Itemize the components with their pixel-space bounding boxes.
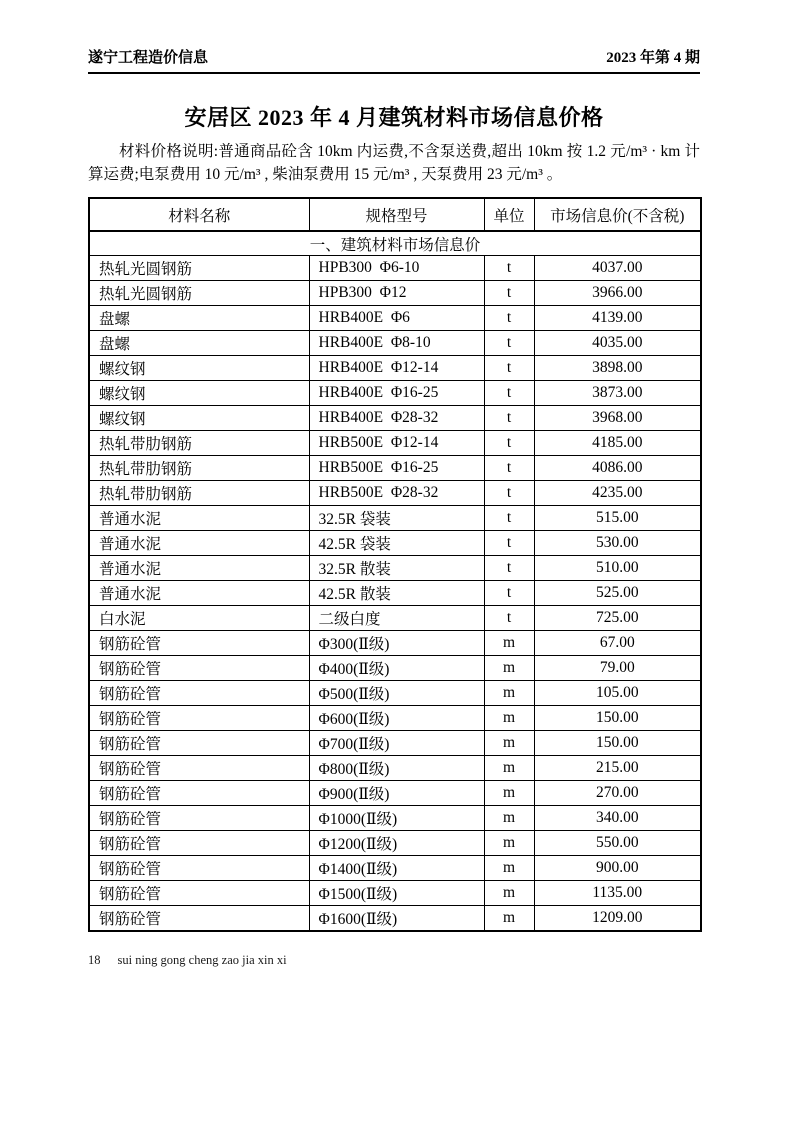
page-footer: [88, 953, 700, 968]
spec-model-cell: 32.5R 袋装: [309, 506, 484, 531]
market-price-cell: 3968.00: [534, 406, 701, 431]
spec-model-cell: Φ300(Ⅱ级): [309, 631, 484, 656]
footer-pinyin: sui ning gong cheng zao jia xin xi: [117, 953, 287, 967]
unit-cell: m: [484, 856, 534, 881]
spec-model-cell: Φ600(Ⅱ级): [309, 706, 484, 731]
table-header-row: [89, 198, 701, 231]
spec-model-cell: Φ700(Ⅱ级): [309, 731, 484, 756]
table-row: [89, 656, 701, 681]
market-price-cell: 550.00: [534, 831, 701, 856]
material-name-cell: 钢筋砼管: [89, 856, 309, 881]
material-name-cell: 螺纹钢: [89, 406, 309, 431]
table-row: [89, 706, 701, 731]
price-note: 材料价格说明:普通商品砼含 10km 内运费,不含泵送费,超出 10km 按 1.2 元/m³ · km 计算运费;电泵费用 10 元/m³ , 柴油泵费用 15 元/m³ , 天泵费用 23 元/m³ 。: [88, 143, 700, 183]
market-price-cell: 67.00: [534, 631, 701, 656]
table-row: [89, 581, 701, 606]
unit-cell: t: [484, 581, 534, 606]
spec-model-cell: 42.5R 散装: [309, 581, 484, 606]
unit-cell: t: [484, 406, 534, 431]
unit-cell: m: [484, 756, 534, 781]
col-header-unit: 单位: [484, 198, 534, 231]
col-header-market-price: 市场信息价(不含税): [534, 198, 701, 231]
unit-cell: t: [484, 556, 534, 581]
table-row: [89, 406, 701, 431]
price-table: [88, 197, 702, 932]
unit-cell: t: [484, 356, 534, 381]
spec-model-cell: HRB400E Φ28-32: [309, 406, 484, 431]
material-name-cell: 钢筋砼管: [89, 756, 309, 781]
spec-model-cell: Φ1400(Ⅱ级): [309, 856, 484, 881]
spec-model-cell: HRB400E Φ8-10: [309, 331, 484, 356]
material-name-cell: 钢筋砼管: [89, 706, 309, 731]
market-price-cell: 4139.00: [534, 306, 701, 331]
table-row: [89, 481, 701, 506]
material-name-cell: 热轧带肋钢筋: [89, 456, 309, 481]
market-price-cell: 4235.00: [534, 481, 701, 506]
material-name-cell: 钢筋砼管: [89, 806, 309, 831]
spec-model-cell: Φ500(Ⅱ级): [309, 681, 484, 706]
section-row: [89, 231, 701, 256]
unit-cell: m: [484, 906, 534, 932]
unit-cell: t: [484, 381, 534, 406]
unit-cell: t: [484, 481, 534, 506]
unit-cell: t: [484, 606, 534, 631]
unit-cell: t: [484, 506, 534, 531]
material-name-cell: 钢筋砼管: [89, 906, 309, 932]
table-row: [89, 531, 701, 556]
unit-cell: m: [484, 831, 534, 856]
journal-title: 遂宁工程造价信息: [88, 50, 209, 66]
market-price-cell: 515.00: [534, 506, 701, 531]
material-name-cell: 螺纹钢: [89, 381, 309, 406]
table-row: [89, 681, 701, 706]
table-row: [89, 281, 701, 306]
market-price-cell: 340.00: [534, 806, 701, 831]
table-row: [89, 856, 701, 881]
spec-model-cell: Φ1500(Ⅱ级): [309, 881, 484, 906]
section-title: 一、建筑材料市场信息价: [89, 231, 701, 256]
market-price-cell: 530.00: [534, 531, 701, 556]
unit-cell: t: [484, 331, 534, 356]
col-header-material-name: 材料名称: [89, 198, 309, 231]
market-price-cell: 1209.00: [534, 906, 701, 932]
spec-model-cell: HRB500E Φ28-32: [309, 481, 484, 506]
spec-model-cell: Φ1000(Ⅱ级): [309, 806, 484, 831]
unit-cell: m: [484, 681, 534, 706]
market-price-cell: 510.00: [534, 556, 701, 581]
spec-model-cell: HRB400E Φ16-25: [309, 381, 484, 406]
material-name-cell: 热轧光圆钢筋: [89, 256, 309, 281]
spec-model-cell: 二级白度: [309, 606, 484, 631]
spec-model-cell: Φ800(Ⅱ级): [309, 756, 484, 781]
page-number: 18: [88, 953, 101, 967]
market-price-cell: 150.00: [534, 706, 701, 731]
market-price-cell: 105.00: [534, 681, 701, 706]
material-name-cell: 钢筋砼管: [89, 881, 309, 906]
table-row: [89, 256, 701, 281]
table-row: [89, 806, 701, 831]
material-name-cell: 普通水泥: [89, 556, 309, 581]
material-name-cell: 热轧带肋钢筋: [89, 481, 309, 506]
table-row: [89, 456, 701, 481]
unit-cell: t: [484, 256, 534, 281]
table-row: [89, 356, 701, 381]
material-name-cell: 钢筋砼管: [89, 656, 309, 681]
unit-cell: m: [484, 781, 534, 806]
table-row: [89, 831, 701, 856]
material-name-cell: 钢筋砼管: [89, 831, 309, 856]
table-row: [89, 306, 701, 331]
unit-cell: m: [484, 806, 534, 831]
spec-model-cell: HRB500E Φ12-14: [309, 431, 484, 456]
table-row: [89, 906, 701, 932]
market-price-cell: 1135.00: [534, 881, 701, 906]
table-body: [89, 231, 701, 931]
unit-cell: t: [484, 431, 534, 456]
material-name-cell: 普通水泥: [89, 506, 309, 531]
market-price-cell: 79.00: [534, 656, 701, 681]
table-row: [89, 631, 701, 656]
spec-model-cell: Φ1200(Ⅱ级): [309, 831, 484, 856]
table-row: [89, 756, 701, 781]
unit-cell: m: [484, 706, 534, 731]
table-row: [89, 781, 701, 806]
unit-cell: t: [484, 531, 534, 556]
unit-cell: m: [484, 731, 534, 756]
market-price-cell: 3898.00: [534, 356, 701, 381]
spec-model-cell: HPB300 Φ12: [309, 281, 484, 306]
material-name-cell: 热轧光圆钢筋: [89, 281, 309, 306]
unit-cell: t: [484, 306, 534, 331]
spec-model-cell: HRB400E Φ6: [309, 306, 484, 331]
spec-model-cell: HRB500E Φ16-25: [309, 456, 484, 481]
market-price-cell: 725.00: [534, 606, 701, 631]
unit-cell: m: [484, 881, 534, 906]
market-price-cell: 4037.00: [534, 256, 701, 281]
table-row: [89, 381, 701, 406]
spec-model-cell: 32.5R 散装: [309, 556, 484, 581]
material-name-cell: 盘螺: [89, 331, 309, 356]
unit-cell: t: [484, 456, 534, 481]
material-name-cell: 钢筋砼管: [89, 631, 309, 656]
market-price-cell: 900.00: [534, 856, 701, 881]
table-row: [89, 606, 701, 631]
table-row: [89, 431, 701, 456]
market-price-cell: 4035.00: [534, 331, 701, 356]
spec-model-cell: HPB300 Φ6-10: [309, 256, 484, 281]
material-name-cell: 螺纹钢: [89, 356, 309, 381]
issue-label: 2023 年第 4 期: [606, 50, 700, 66]
table-header: [89, 198, 701, 231]
table-row: [89, 881, 701, 906]
material-name-cell: 钢筋砼管: [89, 731, 309, 756]
table-row: [89, 331, 701, 356]
market-price-cell: 4086.00: [534, 456, 701, 481]
market-price-cell: 4185.00: [534, 431, 701, 456]
material-name-cell: 普通水泥: [89, 581, 309, 606]
market-price-cell: 3873.00: [534, 381, 701, 406]
table-row: [89, 731, 701, 756]
table-row: [89, 506, 701, 531]
market-price-cell: 3966.00: [534, 281, 701, 306]
material-name-cell: 钢筋砼管: [89, 681, 309, 706]
unit-cell: t: [484, 281, 534, 306]
material-name-cell: 白水泥: [89, 606, 309, 631]
market-price-cell: 150.00: [534, 731, 701, 756]
spec-model-cell: Φ1600(Ⅱ级): [309, 906, 484, 932]
page-title: 安居区 2023 年 4 月建筑材料市场信息价格: [184, 105, 604, 130]
spec-model-cell: Φ400(Ⅱ级): [309, 656, 484, 681]
material-name-cell: 热轧带肋钢筋: [89, 431, 309, 456]
unit-cell: m: [484, 631, 534, 656]
col-header-spec-model: 规格型号: [309, 198, 484, 231]
market-price-cell: 215.00: [534, 756, 701, 781]
material-name-cell: 普通水泥: [89, 531, 309, 556]
running-head: [88, 46, 700, 74]
material-name-cell: 钢筋砼管: [89, 781, 309, 806]
unit-cell: m: [484, 656, 534, 681]
material-name-cell: 盘螺: [89, 306, 309, 331]
table-row: [89, 556, 701, 581]
market-price-cell: 270.00: [534, 781, 701, 806]
spec-model-cell: HRB400E Φ12-14: [309, 356, 484, 381]
market-price-cell: 525.00: [534, 581, 701, 606]
spec-model-cell: Φ900(Ⅱ级): [309, 781, 484, 806]
spec-model-cell: 42.5R 袋装: [309, 531, 484, 556]
